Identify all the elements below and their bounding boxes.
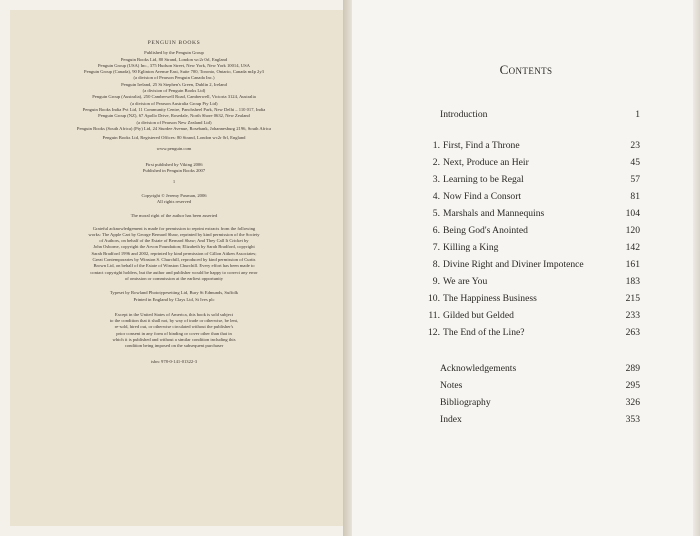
publisher-heading: PENGUIN BOOKS: [147, 40, 201, 46]
paragraph-line: Great Contemporaries by Winston S. Churchill, reproduced by kind permission of Curtis: [92, 257, 256, 263]
toc-backmatter-row: [418, 413, 640, 427]
chapter-title: Learning to be Regal: [443, 174, 524, 185]
toc-chapter-row: [418, 139, 640, 153]
toc-chapter-row: [418, 241, 640, 255]
paragraph-line: which it is published and without a similar condition including this: [112, 336, 236, 342]
chapter-title: Divine Right and Diviner Impotence: [443, 259, 584, 270]
address-line: (a division of Pearson Australia Group Pty Ltd): [130, 100, 218, 106]
paragraph-line: Grateful acknowledgement is made for permission to reprint extracts from the following: [92, 225, 256, 231]
paragraph-line: prior consent in any form of binding or cover other than that in: [116, 330, 232, 336]
toc-chapter-row: [418, 173, 640, 187]
paragraph-line: to the condition that it shall not, by way of trade or otherwise, be lent,: [109, 318, 239, 324]
backmatter-title: Bibliography: [440, 397, 491, 408]
chapter-number: 6.: [432, 225, 440, 236]
chapter-title: We are You: [443, 276, 488, 287]
moral-right: The moral right of the author has been asserted: [130, 213, 218, 219]
chapter-number: 5.: [432, 208, 440, 219]
address-line: (a division of Pearson Penguin Canada Inc.): [133, 75, 215, 81]
website: www.penguin.com: [156, 146, 192, 152]
toc-chapter-row: [418, 156, 640, 170]
address-line: Penguin Group (Australia), 250 Camberwell Road, Camberwell, Victoria 3124, Australia: [92, 94, 256, 100]
chapter-page: 45: [630, 157, 640, 168]
toc-chapter-row: [418, 292, 640, 306]
table-of-contents: [418, 108, 640, 427]
address-line: Penguin Group (NZ), 67 Apollo Drive, Rosedale, North Shore 0632, New Zealand: [98, 113, 250, 119]
backmatter-title: Notes: [440, 380, 463, 391]
paragraph-line: works: The Apple Cart by George Bernard Shaw, reprinted by kind permission of the Society: [88, 231, 260, 237]
toc-entry-label: Introduction: [440, 109, 488, 120]
chapter-page: 81: [630, 191, 640, 202]
paragraph-line: Brown Ltd, on behalf of the Estate of Winston Churchill. Every effort has been made to: [93, 263, 255, 269]
printing-mark: 1: [172, 179, 176, 185]
paragraph-line: Sarah Bradford 1996 and 2002, reprinted by kind permission of Gillon Aitken Associates;: [91, 250, 257, 256]
chapter-number: 8.: [432, 259, 440, 270]
address-line: Published by the Penguin Group: [144, 50, 204, 56]
typesetter-printer: [22, 290, 326, 303]
paragraph-line: contact copyright holders, but the author and publisher would be happy to correct any error: [90, 269, 258, 275]
chapter-number: 7.: [432, 242, 440, 253]
copyright-notice: [22, 193, 326, 206]
chapter-title: The Happiness Business: [443, 293, 537, 304]
toc-backmatter-row: [418, 379, 640, 393]
address-line: Penguin Books India Pvt Ltd, 11 Community Centre, Panchsheel Park, New Delhi – 110 017, India: [82, 106, 266, 112]
book-gutter: [343, 0, 352, 536]
copyright-line: All rights reserved: [156, 198, 192, 204]
toc-entry-introduction: [418, 108, 640, 122]
address-line: Penguin Books Ltd, Registered Offices: 80 Strand, London wc2r 0rl, England: [102, 135, 246, 141]
backmatter-title: Index: [440, 414, 462, 425]
chapter-page: 104: [625, 208, 640, 219]
paragraph-line: John Osborne, copyright the Arvon Foundation; Elizabeth by Sarah Bradford, copyright: [93, 244, 255, 250]
toc-entry-page: 1: [635, 109, 640, 120]
typeset-line: Typeset by Rowland Phototypesetting Ltd, Bury St Edmunds, Suffolk: [109, 290, 239, 296]
chapter-number: 1.: [432, 140, 440, 151]
toc-backmatter-row: [418, 362, 640, 376]
toc-chapter-row: [418, 224, 640, 238]
chapter-title: First, Find a Throne: [443, 140, 520, 151]
chapter-number: 9.: [432, 276, 440, 287]
address-line: Penguin Ireland, 25 St Stephen's Green, Dublin 2, Ireland: [121, 81, 227, 87]
publication-line: Published in Penguin Books 2007: [142, 168, 206, 174]
toc-chapter-row: [418, 275, 640, 289]
backmatter-page: 289: [625, 363, 640, 374]
chapter-title: Marshals and Mannequins: [443, 208, 545, 219]
chapter-number: 12.: [428, 327, 440, 338]
toc-chapter-row: [418, 326, 640, 340]
paragraph-line: of omission or commission at the earliest opportunity: [124, 275, 224, 281]
chapter-page: 183: [625, 276, 640, 287]
chapter-page: 23: [630, 140, 640, 151]
toc-chapter-row: [418, 207, 640, 221]
chapter-title: The End of the Line?: [443, 327, 525, 338]
address-line: (a division of Pearson New Zealand Ltd): [136, 119, 212, 125]
address-line: Penguin Group (USA) Inc., 375 Hudson Street, New York, New York 10014, USA: [98, 62, 250, 68]
chapter-page: 263: [625, 327, 640, 338]
chapter-title: Now Find a Consort: [443, 191, 522, 202]
chapter-page: 57: [630, 174, 640, 185]
chapter-number: 11.: [428, 310, 440, 321]
copyright-imprint: [22, 40, 326, 370]
toc-backmatter-row: [418, 396, 640, 410]
sale-conditions: [22, 312, 326, 350]
address-line: Penguin Books Ltd, 80 Strand, London wc2r 0rl, England: [120, 56, 228, 62]
chapter-page: 215: [625, 293, 640, 304]
toc-chapter-row: [418, 309, 640, 323]
chapter-number: 4.: [432, 191, 440, 202]
publisher-addresses: [22, 50, 326, 141]
typeset-line: Printed in England by Clays Ltd, St Ives plc: [133, 296, 215, 302]
toc-chapter-row: [418, 258, 640, 272]
paragraph-line: re-sold, hired out, or otherwise circulated without the publisher's: [114, 324, 234, 330]
acknowledgement-paragraph: [22, 226, 326, 283]
backmatter-page: 326: [625, 397, 640, 408]
chapter-page: 142: [625, 242, 640, 253]
backmatter-page: 295: [625, 380, 640, 391]
chapter-page: 120: [625, 225, 640, 236]
chapter-number: 10.: [428, 293, 440, 304]
chapter-title: Killing a King: [443, 242, 499, 253]
toc-chapter-row: [418, 190, 640, 204]
address-line: (a division of Penguin Books Ltd): [142, 88, 206, 94]
copyright-line: Copyright © Jeremy Paxman, 2006: [141, 192, 207, 198]
publication-history: [22, 162, 326, 175]
address-line: Penguin Group (Canada), 90 Eglinton Avenue East, Suite 700, Toronto, Ontario, Canada m4p 2y3: [84, 69, 264, 75]
chapter-number: 2.: [432, 157, 440, 168]
page-edge: [693, 0, 700, 536]
chapter-title: Gilded but Gelded: [443, 310, 514, 321]
contents-title: Contents: [499, 62, 553, 77]
backmatter-page: 353: [625, 414, 640, 425]
chapter-page: 161: [625, 259, 640, 270]
isbn: isbn: 978-0-141-01322-3: [150, 358, 198, 364]
chapter-title: Being God's Anointed: [443, 225, 528, 236]
chapter-number: 3.: [432, 174, 440, 185]
paragraph-line: Except in the United States of America, this book is sold subject: [114, 311, 234, 317]
address-line: Penguin Books (South Africa) (Pty) Ltd, 24 Sturdee Avenue, Rosebank, Johannesburg 2196, South Africa: [76, 125, 272, 131]
backmatter-title: Acknowledgements: [440, 363, 517, 374]
chapter-page: 233: [625, 310, 640, 321]
publication-line: First published by Viking 2006: [145, 161, 203, 167]
chapter-title: Next, Produce an Heir: [443, 157, 529, 168]
paragraph-line: condition being imposed on the subsequent purchaser: [124, 343, 224, 349]
paragraph-line: of Authors, on behalf of the Estate of Bernard Shaw; And They Call It Cricket by: [99, 238, 249, 244]
